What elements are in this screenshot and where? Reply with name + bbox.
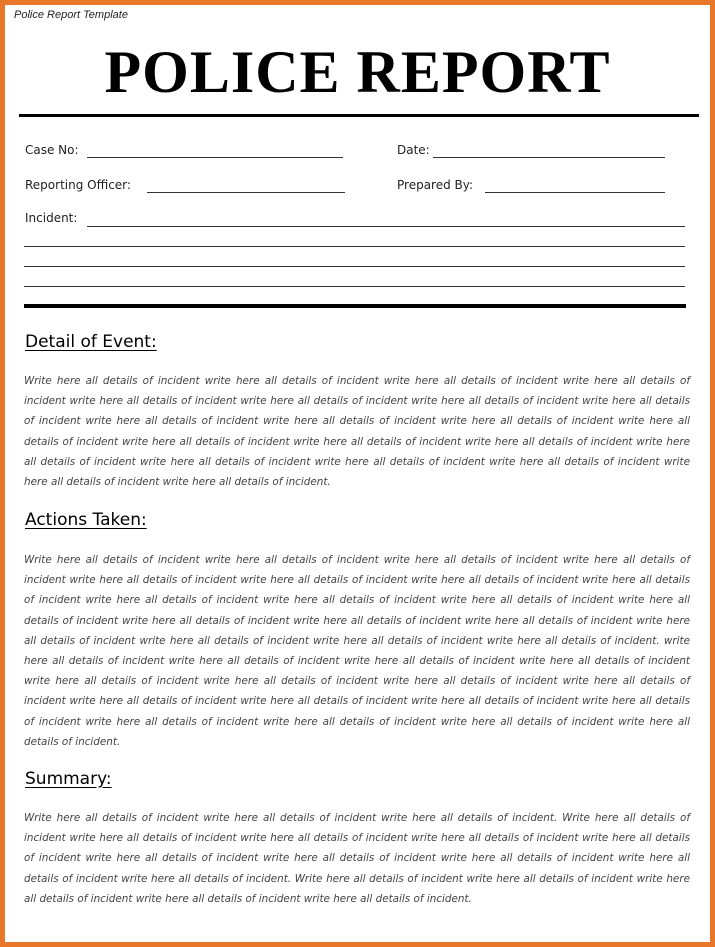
prepared-by-field[interactable] bbox=[485, 192, 665, 193]
actions-taken-heading: Actions Taken: bbox=[25, 510, 147, 530]
reporting-officer-label: Reporting Officer: bbox=[25, 178, 131, 192]
incident-field-line-2[interactable] bbox=[24, 246, 685, 247]
detail-of-event-text: Write here all details of incident write here all details of incident write here all details of incident write here all details of incident write here all details of incident write here all details of incident write here all details of incident write here all details of incident write here all details of incident write here all details of incident write here all details of incident write here all details of incident write here all details of incident write here all details of incident write here all details of incident write here all details of incident write here all details of incident write here all details of incident write here all details of incident write here all details of incident write here all details of incident. bbox=[24, 375, 690, 489]
incident-field-line-4[interactable] bbox=[24, 286, 685, 287]
summary-heading: Summary: bbox=[25, 769, 112, 789]
incident-field-line-3[interactable] bbox=[24, 266, 685, 267]
date-field[interactable] bbox=[433, 157, 665, 158]
title-underline bbox=[19, 114, 699, 117]
reporting-officer-field[interactable] bbox=[147, 192, 345, 193]
incident-label: Incident: bbox=[25, 211, 78, 225]
actions-taken-text: Write here all details of incident write here all details of incident write here all details of incident write here all details of incident write here all details of incident write here all details of incident write here all details of incident write here all details of incident write here all details of incident write here all details of incident write here all details of incident write here all details of incident write here all details of incident write here all details of incident write here all details of incident write here all details of incident write here all details of incident write here all details of incident write here all details of incident. write here all details of incident write here all details of incident write here all details of incident write here all details of incident write here all details of incident write here all details of incident write here all details of incident write here all details of incident write here all details of incident write here all details of incident write here all details of incident write here all details of incident write here all details of incident write here all details of incident write here all details of incident write here all details of incident. bbox=[24, 554, 690, 748]
template-label: Police Report Template bbox=[14, 9, 128, 21]
section-divider bbox=[24, 304, 686, 308]
case-no-field[interactable] bbox=[87, 157, 343, 158]
page-title: POLICE REPORT bbox=[104, 39, 611, 105]
detail-of-event-heading: Detail of Event: bbox=[25, 332, 157, 352]
report-page bbox=[5, 5, 710, 942]
case-no-label: Case No: bbox=[25, 143, 79, 157]
prepared-by-label: Prepared By: bbox=[397, 178, 474, 192]
incident-field-line-1[interactable] bbox=[87, 226, 685, 227]
summary-text: Write here all details of incident write here all details of incident write here all details of incident. Write here all details of incident write here all details of incident write here all details of incident write here all details of incident write here all details of incident write here all details of incident write here all details of incident write here all details of incident write here all details of incident write here all details of incident. Write here all details of incident write here all details of incident write here all details of incident write here all details of incident write here all details of incident. bbox=[24, 812, 690, 905]
date-label: Date: bbox=[397, 143, 430, 157]
